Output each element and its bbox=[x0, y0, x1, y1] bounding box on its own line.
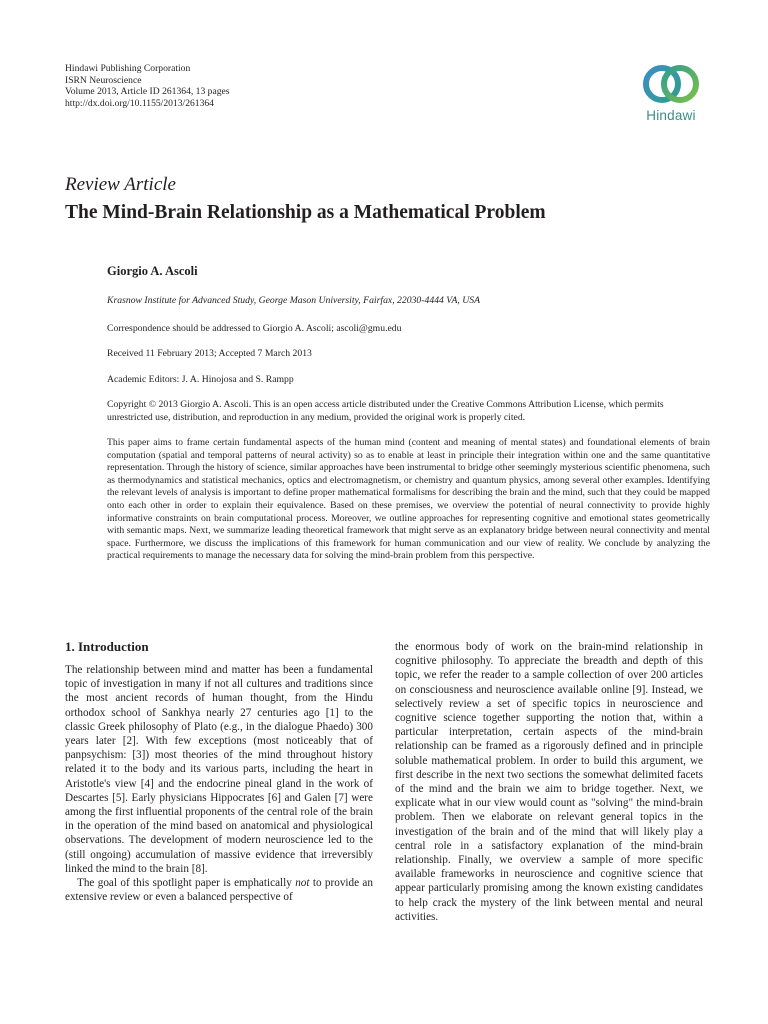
body-column-left bbox=[65, 640, 373, 904]
received-accepted-dates: Received 11 February 2013; Accepted 7 March 2013 bbox=[107, 348, 312, 359]
section-heading: 1. Introduction bbox=[65, 639, 149, 654]
publisher-name: Hindawi Publishing Corporation bbox=[65, 63, 191, 74]
logo-text: Hindawi bbox=[646, 108, 696, 123]
author-name: Giorgio A. Ascoli bbox=[107, 264, 198, 278]
journal-header bbox=[65, 63, 230, 109]
body-column-right bbox=[395, 640, 703, 924]
emphasis-text: not bbox=[295, 877, 310, 890]
body-paragraph bbox=[65, 876, 373, 904]
paper-title: The Mind-Brain Relationship as a Mathematical Problem bbox=[65, 202, 546, 223]
body-paragraph: the enormous body of work on the brain-mind relationship in cognitive philosophy. To appreciate the breadth and depth of this topic, we refer the reader to a sample collection of over 200 articles on consciousness and neuroscience available online [9]. Instead, we selectively review a set of specific topics in neuroscience and cognitive science together supporting the notion that, within a particular interpretation, certain aspects of the mind-brain relationship can be framed as a rigorously defined and in principle soluble mathematical problem. In order to build this argument, we first describe in the next two sections the somewhat delimited facets of the mind and the brain we aim to bridge together. Next, we explicate what in our view would count as "solving" the mind-brain problem. Then we elaborate on relevant general topics in the investigation of the brain and of the mind that will likely play a central role in a satisfactory explanation of the mind-brain relationship. Finally, we overview a sample of more specific available frameworks in neuroscience and cognitive science that appear particularly promising among the known existing candidates to help crack the mystery of the link between mental and neural activities. bbox=[395, 641, 703, 923]
journal-name: ISRN Neuroscience bbox=[65, 74, 142, 86]
abstract: This paper aims to frame certain fundamental aspects of the human mind (content and meaning of mental states) and foundational elements of brain computation (spatial and temporal patterns of neural activity) so as to enable at least in principle their integration within one and the same quantitative representation. Through the history of science, similar approaches have been instrumental to bridge other seemingly mysterious scientific phenomena, such as thermodynamics and statistical mechanics, optics and electromagnetism, or chemistry and quantum physics, among several other examples. Identifying the relevant levels of analysis is important to define proper mathematical formalisms for describing the brain and the mind, such that they could be mapped onto each other in order to explain their equivalence. Based on these premises, we overview the potential of neural connectivity to provide highly informative constraints on brain computational process. Moreover, we outline approaches for representing cognitive and emotional states geometrically with semantic maps. Next, we summarize leading theoretical framework that might serve as an explanatory bridge between neural connectivity and mental space. Furthermore, we discuss the implications of this framework for human communication and our view of reality. We conclude by analyzing the practical requirements to manage the necessary data for solving the mind-brain problem from this perspective. bbox=[107, 437, 710, 562]
paragraph-text: The goal of this spotlight paper is emphatically bbox=[77, 877, 296, 890]
author-affiliation: Krasnow Institute for Advanced Study, George Mason University, Fairfax, 22030-4444 VA, USA bbox=[107, 295, 481, 306]
hindawi-logo bbox=[632, 61, 710, 133]
volume-info: Volume 2013, Article ID 261364, 13 pages bbox=[65, 86, 230, 98]
body-paragraph: The relationship between mind and matter has been a fundamental topic of investigation in many if not all cultures and traditions since the most ancient records of human thought, from the Hindu orthodox school of Sankhya nearly 27 centuries ago [1] to the classic Greek philosophy of Plato (e.g., in the dialogue Phaedo) 300 years later [2]. With few exceptions (most noticeably that of panpsychism: [3]) most theories of the mind throughout history related it to the body and its various parts, including the heart in Aristotle's view [4] and the endocrine pineal gland in the work of Descartes [5]. Early physicians Hippocrates [6] and Galen [7] were among the first influential proponents of the central role of the brain in the operation of the mind based on anatomical and physiological observations. The development of modern neuroscience led to the (still ongoing) accumulation of massive evidence that irreversibly linked the mind to the brain [8]. bbox=[65, 664, 373, 875]
copyright-notice: Copyright © 2013 Giorgio A. Ascoli. This is an open access article distributed under the Creative Commons Attribution License, which permits unrestricted use, distribution, and reproduction in any medium, provided the original work is properly cited. bbox=[107, 399, 664, 423]
academic-editors: Academic Editors: J. A. Hinojosa and S. Rampp bbox=[107, 374, 294, 385]
correspondence-line: Correspondence should be addressed to Giorgio A. Ascoli; ascoli@gmu.edu bbox=[107, 323, 402, 334]
hindawi-rings-icon bbox=[632, 61, 710, 107]
doi-link[interactable]: http://dx.doi.org/10.1155/2013/261364 bbox=[65, 97, 214, 109]
article-type: Review Article bbox=[65, 174, 176, 195]
paragraph-text: to provide an extensive review or even a balanced perspective of bbox=[65, 877, 373, 904]
